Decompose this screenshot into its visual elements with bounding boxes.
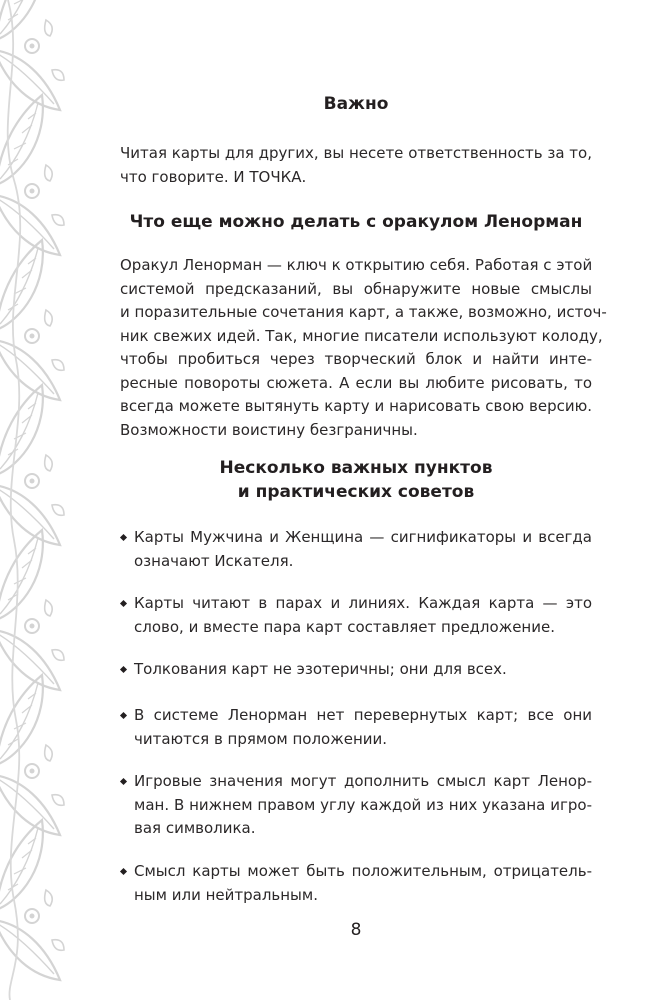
paragraph-important [120,142,592,189]
diamond-bullet-icon [120,600,127,607]
text-line: что говорите. И ТОЧКА. [120,167,307,186]
page-number: 8 [350,920,362,940]
text-line: Толкования карт не эзотеричны; они для всех. [134,660,507,678]
text-line: Оракул Ленорман — ключ к открытию себя. Работая с этой [120,256,593,274]
diamond-bullet-icon [120,712,127,719]
text-line: Читая карты для других, вы несете ответственность за то, [120,144,592,162]
diamond-bullet-icon [120,778,127,785]
diamond-bullet-icon [120,534,127,541]
heading-tips-line1: Несколько важных пунктов [219,458,493,478]
heading-tips-line2: и практических советов [237,482,475,502]
text-line: чтобы пробиться через творческий блок и найти инте- [120,350,592,368]
text-line: означают Искателя. [134,551,294,570]
text-line: ным или нейтральным. [134,885,318,904]
text-line: слово, и вместе пара карт составляет предложение. [134,617,555,636]
floral-ornament-icon [0,0,72,1000]
text-line: Игровые значения могут дополнить смысл карт Ленор- [134,772,592,790]
page-content [120,0,607,1000]
diamond-bullet-icon [120,868,127,875]
text-line: ман. В нижнем правом углу каждой из них указана игро- [134,795,592,814]
text-line: ресные повороты сюжета. А если вы любите рисовать, то [120,373,592,392]
paragraph-more [120,254,607,442]
text-line: Смысл карты может быть положительным, отрицатель- [134,862,592,880]
text-line: всегда можете вытянуть карту и нарисовать свою версию. [120,397,592,415]
text-line: системой предсказаний, вы обнаружите новые смыслы [120,279,592,298]
text-line: ник свежих идей. Так, многие писатели используют колоду, [120,326,603,345]
text-line: читаются в прямом положении. [134,729,388,748]
text-line: Возможности воистину безграничны. [120,420,418,439]
text-line: и поразительные сочетания карт, а также, возможно, источ- [120,303,607,321]
text-line: Карты читают в парах и линиях. Каждая карта — это [134,594,592,612]
heading-more: Что еще можно делать с оракулом Ленорман [129,212,583,232]
diamond-bullet-icon [120,666,127,673]
text-line: В системе Ленорман нет перевернутых карт; все они [134,706,592,724]
text-line: Карты Мужчина и Женщина — сигнификаторы и всегда [134,528,592,546]
heading-important: Важно [323,94,389,114]
text-line: вая символика. [134,819,256,837]
